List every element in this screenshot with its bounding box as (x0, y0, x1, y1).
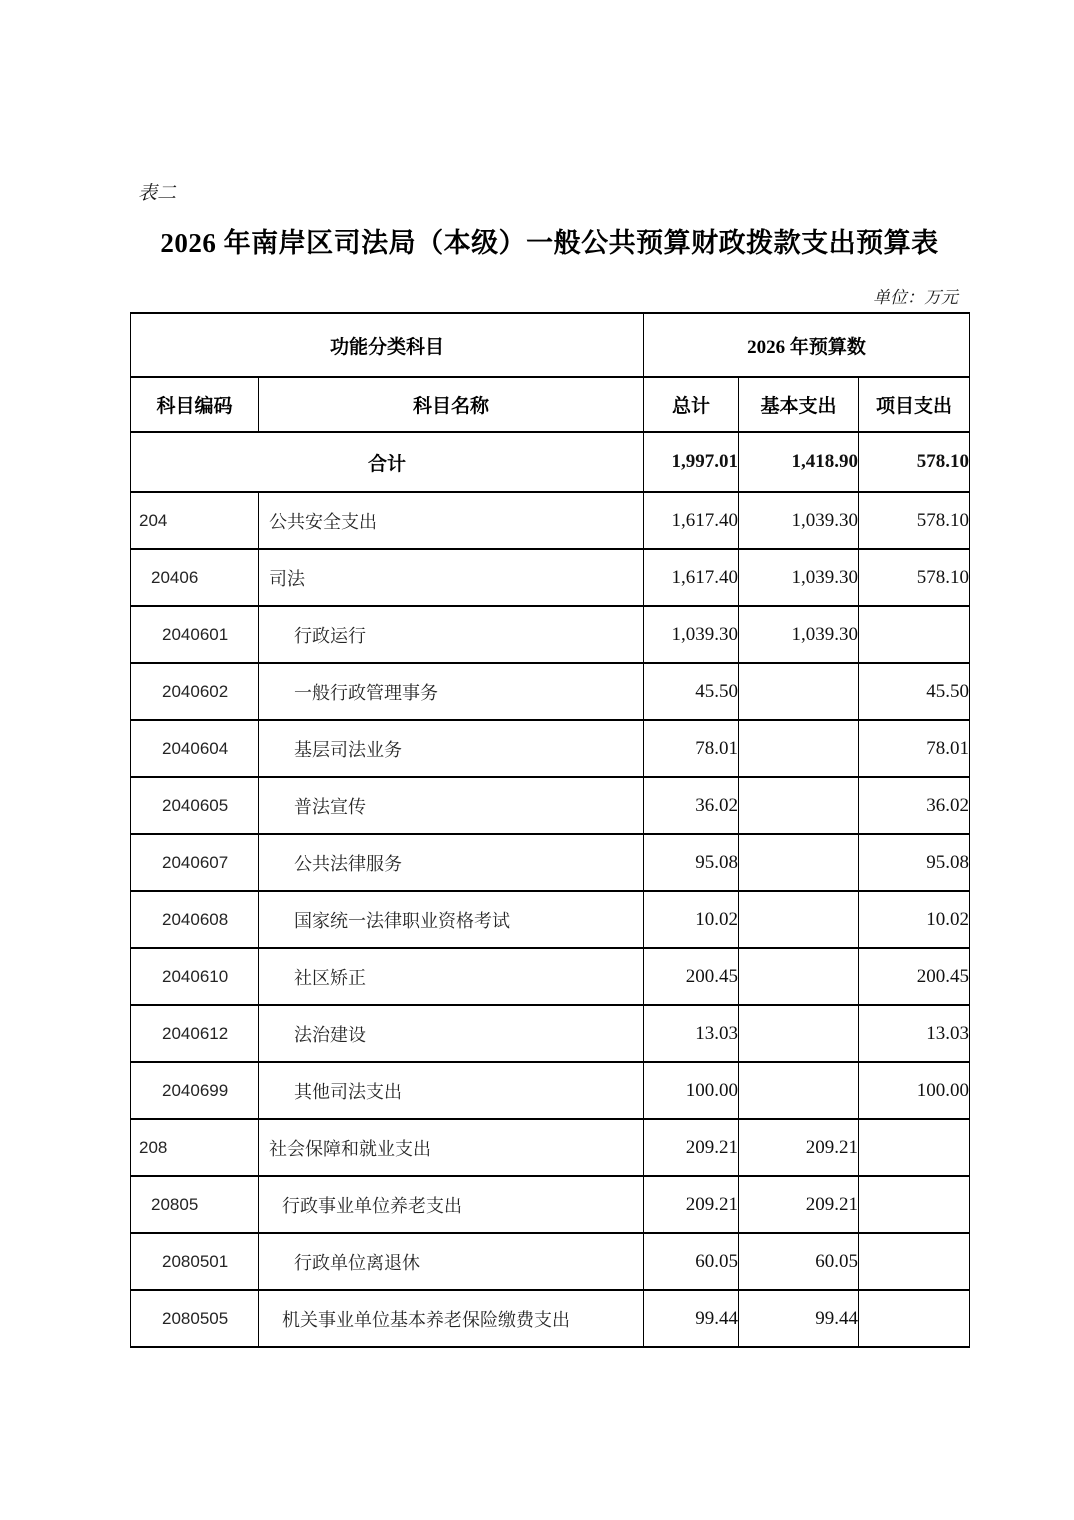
grand-total-row (131, 432, 970, 492)
table-row (131, 549, 970, 606)
grand-total-project: 578.10 (859, 432, 970, 492)
subject-name-cell: 行政单位离退休 (259, 1233, 644, 1290)
header-column-row (131, 377, 970, 432)
total-value-cell: 1,617.40 (644, 549, 739, 606)
basic-expenditure-value-cell (739, 834, 859, 891)
basic-expenditure-value-cell (739, 720, 859, 777)
project-expenditure-value-cell: 100.00 (859, 1062, 970, 1119)
total-value-cell: 60.05 (644, 1233, 739, 1290)
subject-code-cell: 2040610 (131, 948, 259, 1005)
basic-expenditure-value-cell (739, 948, 859, 1005)
subject-code-cell: 2040604 (131, 720, 259, 777)
table-row (131, 1062, 970, 1119)
table-row (131, 492, 970, 549)
table-row (131, 1176, 970, 1233)
project-expenditure-value-cell: 10.02 (859, 891, 970, 948)
table-row (131, 720, 970, 777)
basic-expenditure-value-cell: 1,039.30 (739, 606, 859, 663)
project-expenditure-value-cell: 578.10 (859, 492, 970, 549)
subject-code-cell: 2040605 (131, 777, 259, 834)
grand-total-basic: 1,418.90 (739, 432, 859, 492)
column-header-project-expenditure: 项目支出 (859, 377, 970, 432)
grand-total-total: 1,997.01 (644, 432, 739, 492)
subject-code-cell: 20805 (131, 1176, 259, 1233)
total-value-cell: 209.21 (644, 1176, 739, 1233)
subject-code-cell: 2080501 (131, 1233, 259, 1290)
header-functional-classification: 功能分类科目 (131, 313, 644, 377)
subject-code-cell: 208 (131, 1119, 259, 1176)
total-value-cell: 200.45 (644, 948, 739, 1005)
column-header-total: 总计 (644, 377, 739, 432)
header-group-row (131, 313, 970, 377)
subject-name-cell: 社会保障和就业支出 (259, 1119, 644, 1176)
project-expenditure-value-cell: 13.03 (859, 1005, 970, 1062)
basic-expenditure-value-cell (739, 663, 859, 720)
table-row (131, 1119, 970, 1176)
project-expenditure-value-cell: 36.02 (859, 777, 970, 834)
page-title: 2026 年南岸区司法局（本级）一般公共预算财政拨款支出预算表 (160, 228, 939, 258)
unit-note: 单位：万元 (873, 288, 958, 307)
subject-name-cell: 其他司法支出 (259, 1062, 644, 1119)
total-value-cell: 13.03 (644, 1005, 739, 1062)
subject-code-cell: 2040601 (131, 606, 259, 663)
subject-name-cell: 社区矫正 (259, 948, 644, 1005)
basic-expenditure-value-cell: 209.21 (739, 1176, 859, 1233)
table-row (131, 663, 970, 720)
table-row (131, 1290, 970, 1347)
subject-name-cell: 公共安全支出 (259, 492, 644, 549)
subject-code-cell: 2040608 (131, 891, 259, 948)
total-value-cell: 36.02 (644, 777, 739, 834)
grand-total-label: 合计 (131, 432, 644, 492)
subject-code-cell: 2040699 (131, 1062, 259, 1119)
subject-name-cell: 国家统一法律职业资格考试 (259, 891, 644, 948)
table-row (131, 1233, 970, 1290)
table-row (131, 834, 970, 891)
basic-expenditure-value-cell (739, 777, 859, 834)
subject-code-cell: 2080505 (131, 1290, 259, 1347)
project-expenditure-value-cell: 78.01 (859, 720, 970, 777)
subject-code-cell: 20406 (131, 549, 259, 606)
table-row (131, 777, 970, 834)
total-value-cell: 100.00 (644, 1062, 739, 1119)
total-value-cell: 78.01 (644, 720, 739, 777)
basic-expenditure-value-cell: 99.44 (739, 1290, 859, 1347)
total-value-cell: 209.21 (644, 1119, 739, 1176)
table-row (131, 891, 970, 948)
basic-expenditure-value-cell (739, 891, 859, 948)
subject-name-cell: 基层司法业务 (259, 720, 644, 777)
table-row (131, 1005, 970, 1062)
basic-expenditure-value-cell: 1,039.30 (739, 549, 859, 606)
column-header-basic-expenditure: 基本支出 (739, 377, 859, 432)
subject-code-cell: 204 (131, 492, 259, 549)
subject-name-cell: 机关事业单位基本养老保险缴费支出 (259, 1290, 644, 1347)
subject-name-cell: 行政运行 (259, 606, 644, 663)
total-value-cell: 1,039.30 (644, 606, 739, 663)
project-expenditure-value-cell (859, 1119, 970, 1176)
table-label: 表二 (138, 183, 177, 204)
subject-name-cell: 行政事业单位养老支出 (259, 1176, 644, 1233)
total-value-cell: 99.44 (644, 1290, 739, 1347)
subject-name-cell: 法治建设 (259, 1005, 644, 1062)
basic-expenditure-value-cell: 1,039.30 (739, 492, 859, 549)
basic-expenditure-value-cell (739, 1005, 859, 1062)
budget-table (130, 312, 970, 1348)
subject-code-cell: 2040607 (131, 834, 259, 891)
column-header-subject-name: 科目名称 (259, 377, 644, 432)
project-expenditure-value-cell: 45.50 (859, 663, 970, 720)
project-expenditure-value-cell: 200.45 (859, 948, 970, 1005)
subject-name-cell: 普法宣传 (259, 777, 644, 834)
project-expenditure-value-cell: 578.10 (859, 549, 970, 606)
subject-code-cell: 2040602 (131, 663, 259, 720)
project-expenditure-value-cell: 95.08 (859, 834, 970, 891)
subject-code-cell: 2040612 (131, 1005, 259, 1062)
subject-name-cell: 公共法律服务 (259, 834, 644, 891)
header-2026-budget: 2026 年预算数 (644, 313, 970, 377)
subject-name-cell: 司法 (259, 549, 644, 606)
table-row (131, 606, 970, 663)
total-value-cell: 1,617.40 (644, 492, 739, 549)
total-value-cell: 45.50 (644, 663, 739, 720)
total-value-cell: 10.02 (644, 891, 739, 948)
project-expenditure-value-cell (859, 1290, 970, 1347)
project-expenditure-value-cell (859, 606, 970, 663)
table-row (131, 948, 970, 1005)
subject-name-cell: 一般行政管理事务 (259, 663, 644, 720)
project-expenditure-value-cell (859, 1233, 970, 1290)
basic-expenditure-value-cell: 209.21 (739, 1119, 859, 1176)
basic-expenditure-value-cell: 60.05 (739, 1233, 859, 1290)
project-expenditure-value-cell (859, 1176, 970, 1233)
total-value-cell: 95.08 (644, 834, 739, 891)
basic-expenditure-value-cell (739, 1062, 859, 1119)
column-header-subject-code: 科目编码 (131, 377, 259, 432)
